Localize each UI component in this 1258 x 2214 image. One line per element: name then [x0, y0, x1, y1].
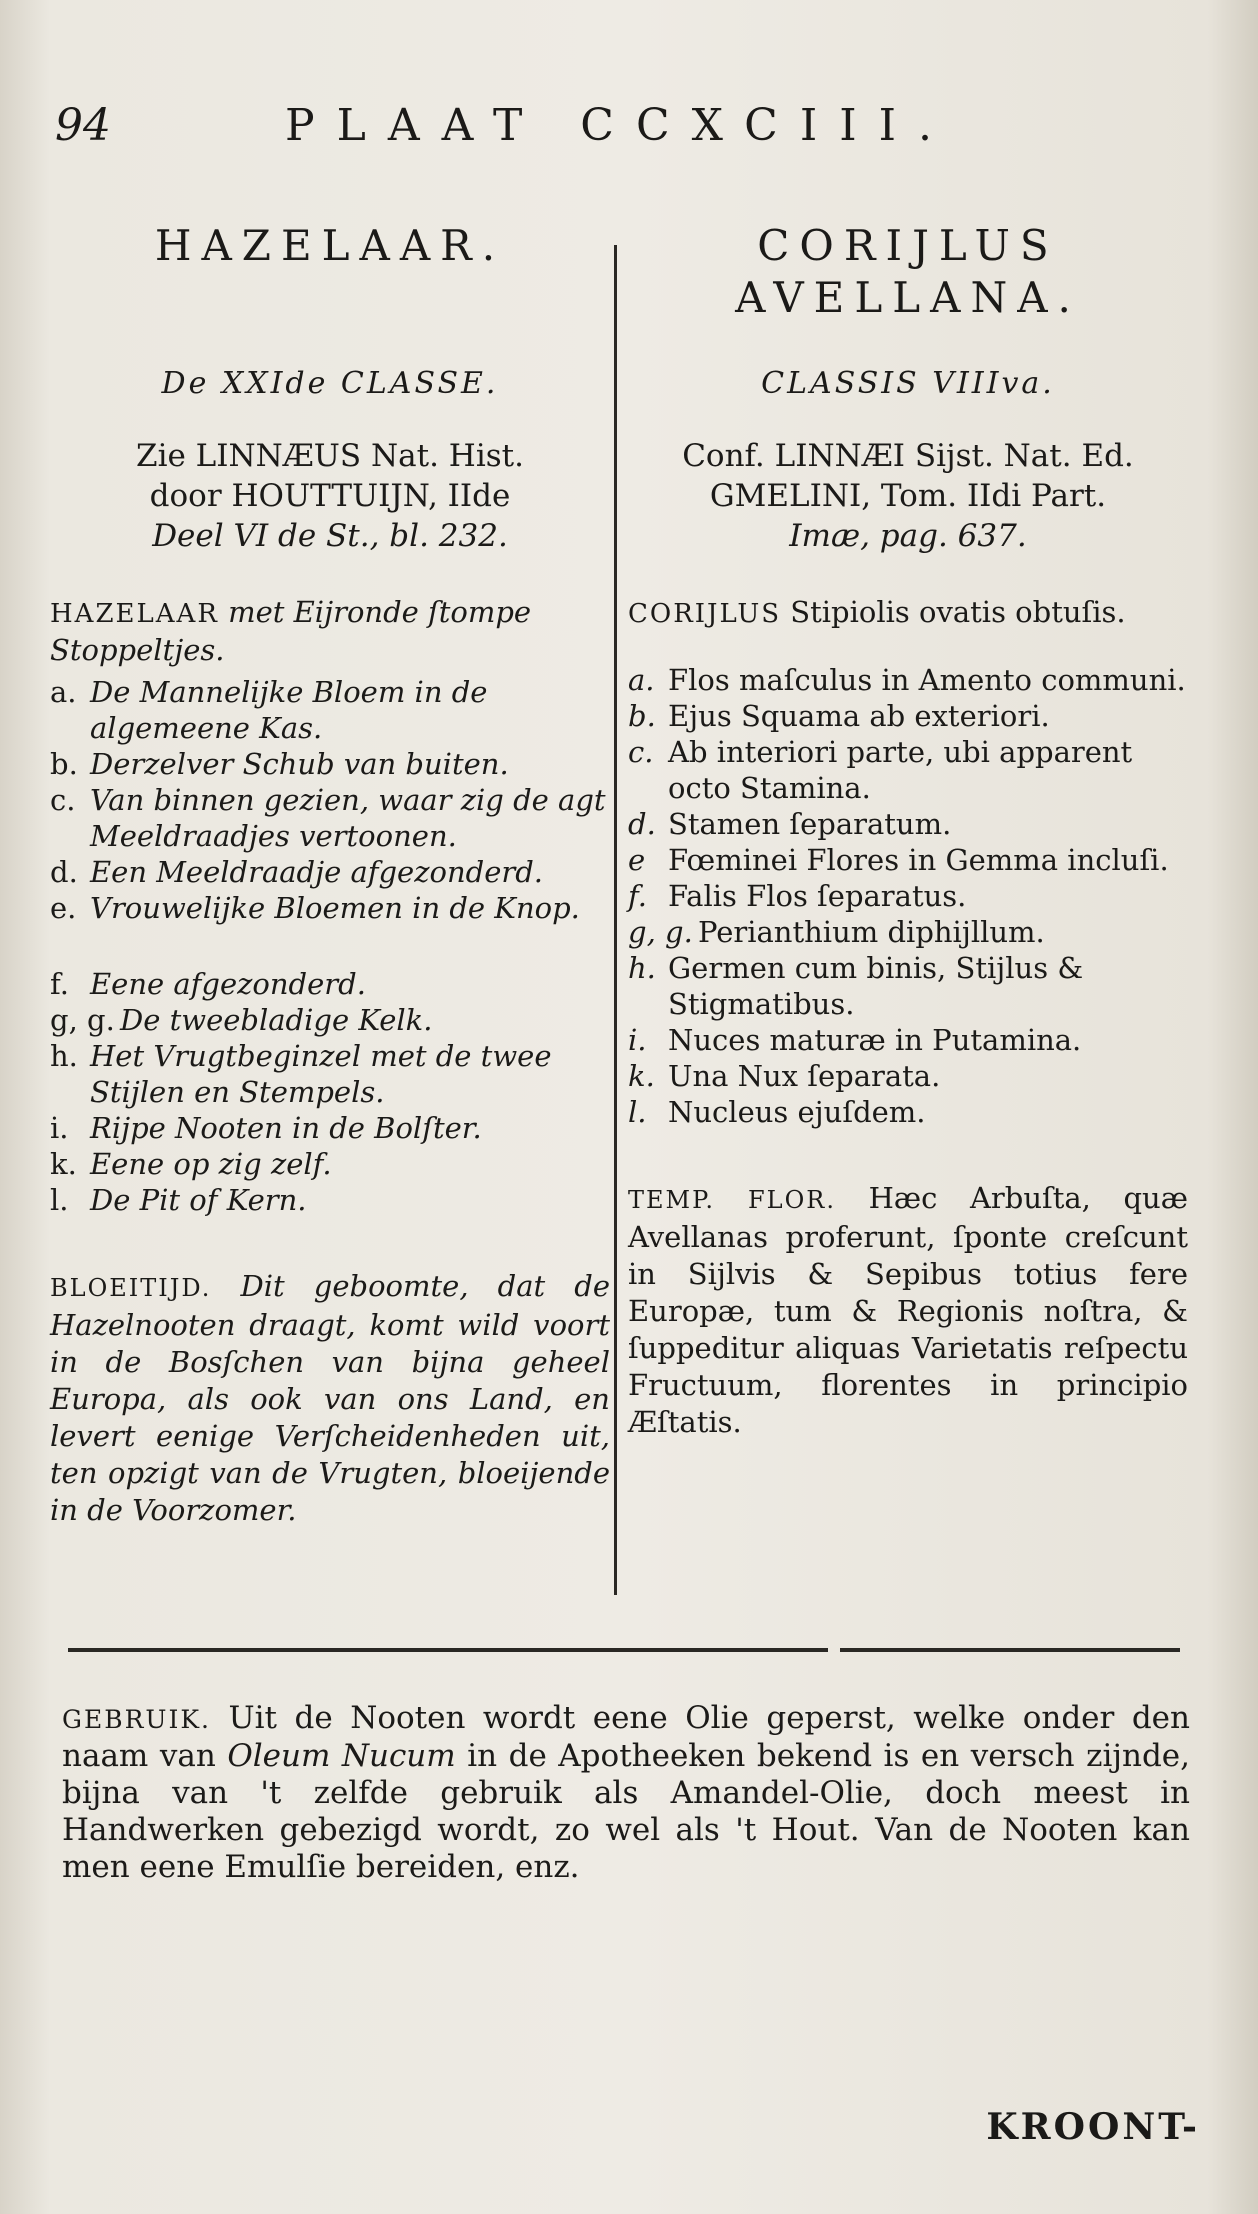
left-flowering-text: Dit geboomte, dat de Hazelnooten draagt, komt wild voort in de Bosſchen van bijna geheel Europa, als ook van ons Land, en levert eenige Verſcheidenheden uit, ten opzigt van de Vrugten, bloeijende in de Voorzomer. [50, 1269, 611, 1527]
legend-key: f. [628, 879, 647, 913]
legend-item [628, 662, 1188, 698]
legend-text: Fœminei Flores in Gemma incluſi. [668, 843, 1169, 877]
right-flowering-label: TEMP. FLOR. [628, 1186, 836, 1214]
legend-item [628, 698, 1188, 734]
legend-item [628, 878, 1188, 914]
legend-text: Perianthium diphijllum. [698, 915, 1045, 949]
legend-text: Germen cum binis, Stijlus & Stigmatibus. [668, 951, 1084, 1021]
legend-text: Flos maſculus in Amento communi. [668, 663, 1186, 697]
legend-key: k. [628, 1059, 655, 1093]
right-lead-label: CORIJLUS [628, 599, 782, 629]
legend-key: b. [50, 747, 78, 781]
left-title: HAZELAAR. [154, 221, 506, 270]
legend-key: e [628, 843, 646, 877]
legend-key: e. [50, 891, 77, 925]
right-title: CORIJLUS AVELLANA. [735, 221, 1081, 322]
legend-key: l. [50, 1183, 69, 1217]
legend-item [50, 966, 610, 1002]
legend-item [628, 806, 1188, 842]
legend-text: Eene op zig zelf. [90, 1147, 332, 1181]
usage-text: in de Apotheeken bekend is en versch zijnde, bijna van 't zelfde gebruik als Amandel-Olie, doch meest in Handwerken gebezigd wordt, zo wel als 't Hout. Van de Nooten kan men eene Emulſie bereiden, enz. [62, 1738, 1191, 1885]
usage-label: GEBRUIK. [62, 1705, 211, 1734]
right-legend-list [628, 662, 1188, 1130]
legend-key: l. [628, 1095, 647, 1129]
spacer [50, 926, 610, 966]
legend-item [50, 1182, 610, 1218]
right-flowering-paragraph [628, 1180, 1188, 1441]
legend-text: Ab interiori parte, ubi apparent octo Stamina. [668, 735, 1133, 805]
legend-key: g, g. [628, 915, 693, 949]
legend-item [628, 914, 1188, 950]
legend-text: Derzelver Schub van buiten. [90, 747, 509, 781]
legend-key: c. [628, 735, 654, 769]
legend-item [628, 1022, 1188, 1058]
section-rule [840, 1648, 1180, 1652]
section-rule [68, 1648, 828, 1652]
legend-text: Una Nux ſeparata. [668, 1059, 941, 1093]
legend-item [50, 1038, 610, 1110]
legend-text: Eene afgezonderd. [90, 967, 366, 1001]
legend-item [50, 782, 610, 854]
legend-key: d. [50, 855, 78, 889]
legend-item [50, 1146, 610, 1182]
legend-item [628, 734, 1188, 806]
right-lead [628, 594, 1188, 632]
left-legend-list [50, 674, 610, 1218]
right-reference-line: Conf. LINNÆI Sijst. Nat. Ed. [682, 438, 1134, 474]
legend-text: De Mannelijke Bloem in de algemeene Kas. [90, 675, 488, 745]
legend-item [50, 854, 610, 890]
right-reference-line: GMELINI, Tom. IIdi Part. [709, 478, 1107, 514]
right-classis: CLASSIS VIIIva. [761, 366, 1055, 401]
legend-key: f. [50, 967, 69, 1001]
legend-key: g, g. [50, 1003, 115, 1037]
legend-item [50, 674, 610, 746]
legend-item [628, 1094, 1188, 1130]
legend-item [50, 890, 610, 926]
legend-key: i. [628, 1023, 647, 1057]
left-lead-label: HAZELAAR [50, 599, 219, 629]
page-header [55, 100, 1205, 160]
right-lead-text: Stipiolis ovatis obtuſis. [790, 595, 1126, 629]
legend-text: Van binnen gezien, waar zig de agt Meeldraadjes vertoonen. [90, 783, 606, 853]
right-column-latin [628, 220, 1188, 1441]
legend-text: Falis Flos ſeparatus. [668, 879, 967, 913]
legend-key: a. [50, 675, 77, 709]
usage-text: Uit de Nooten wordt eene Olie geperst, welke onder den naam van [62, 1700, 1190, 1774]
right-reference-line: Imæ, pag. 637. [789, 518, 1027, 554]
legend-item [50, 746, 610, 782]
legend-key: h. [50, 1039, 78, 1073]
legend-item [50, 1110, 610, 1146]
legend-key: b. [628, 699, 656, 733]
right-reference [628, 436, 1188, 556]
legend-text: De tweebladige Kelk. [120, 1003, 433, 1037]
legend-key: i. [50, 1111, 69, 1145]
left-reference-line: Deel VI de St., bl. 232. [152, 518, 508, 554]
legend-text: Het Vrugtbeginzel met de twee Stijlen en Stempels. [90, 1039, 552, 1109]
left-reference [50, 436, 610, 556]
catchword: KROONT- [986, 2106, 1200, 2148]
legend-key: a. [628, 663, 655, 697]
legend-text: Nucleus ejuſdem. [668, 1095, 926, 1129]
left-classis: De XXIde CLASSE. [161, 366, 499, 401]
legend-text: De Pit of Kern. [90, 1183, 307, 1217]
legend-item [50, 1002, 610, 1038]
running-head: PLAAT CCXCIII. [285, 100, 954, 151]
legend-text: Rijpe Nooten in de Bolſter. [90, 1111, 482, 1145]
left-lead-text: met Eijronde ſtompe Stoppeltjes. [50, 595, 532, 667]
usage-oleum: Oleum Nucum [227, 1738, 456, 1774]
left-reference-line: Zie LINNÆUS Nat. Hist. [136, 438, 524, 474]
legend-text: Vrouwelijke Bloemen in de Knop. [90, 891, 580, 925]
page-number: 94 [55, 100, 111, 151]
left-flowering-label: BLOEITIJD. [50, 1274, 212, 1302]
legend-item [628, 950, 1188, 1022]
legend-key: c. [50, 783, 76, 817]
left-lead [50, 594, 610, 668]
usage-paragraph [62, 1700, 1190, 1886]
legend-item [628, 842, 1188, 878]
legend-text: Nuces maturæ in Putamina. [668, 1023, 1082, 1057]
right-flowering-text: Hæc Arbuſta, quæ Avellanas proferunt, ſponte creſcunt in Sijlvis & Sepibus totius fere Europæ, tum & Regionis noſtra, & ſuppeditur aliquas Varietatis reſpectu Fructuum, florentes in principio Æſtatis. [628, 1181, 1188, 1439]
legend-item [628, 1058, 1188, 1094]
left-column-dutch [50, 220, 610, 1529]
legend-text: Stamen ſeparatum. [668, 807, 952, 841]
legend-key: d. [628, 807, 656, 841]
left-reference-line: door HOUTTUIJN, IIde [149, 478, 511, 514]
left-flowering-paragraph [50, 1268, 610, 1529]
legend-key: k. [50, 1147, 77, 1181]
column-divider [614, 245, 617, 1595]
legend-text: Een Meeldraadje afgezonderd. [90, 855, 543, 889]
legend-text: Ejus Squama ab exteriori. [668, 699, 1050, 733]
legend-key: h. [628, 951, 656, 985]
